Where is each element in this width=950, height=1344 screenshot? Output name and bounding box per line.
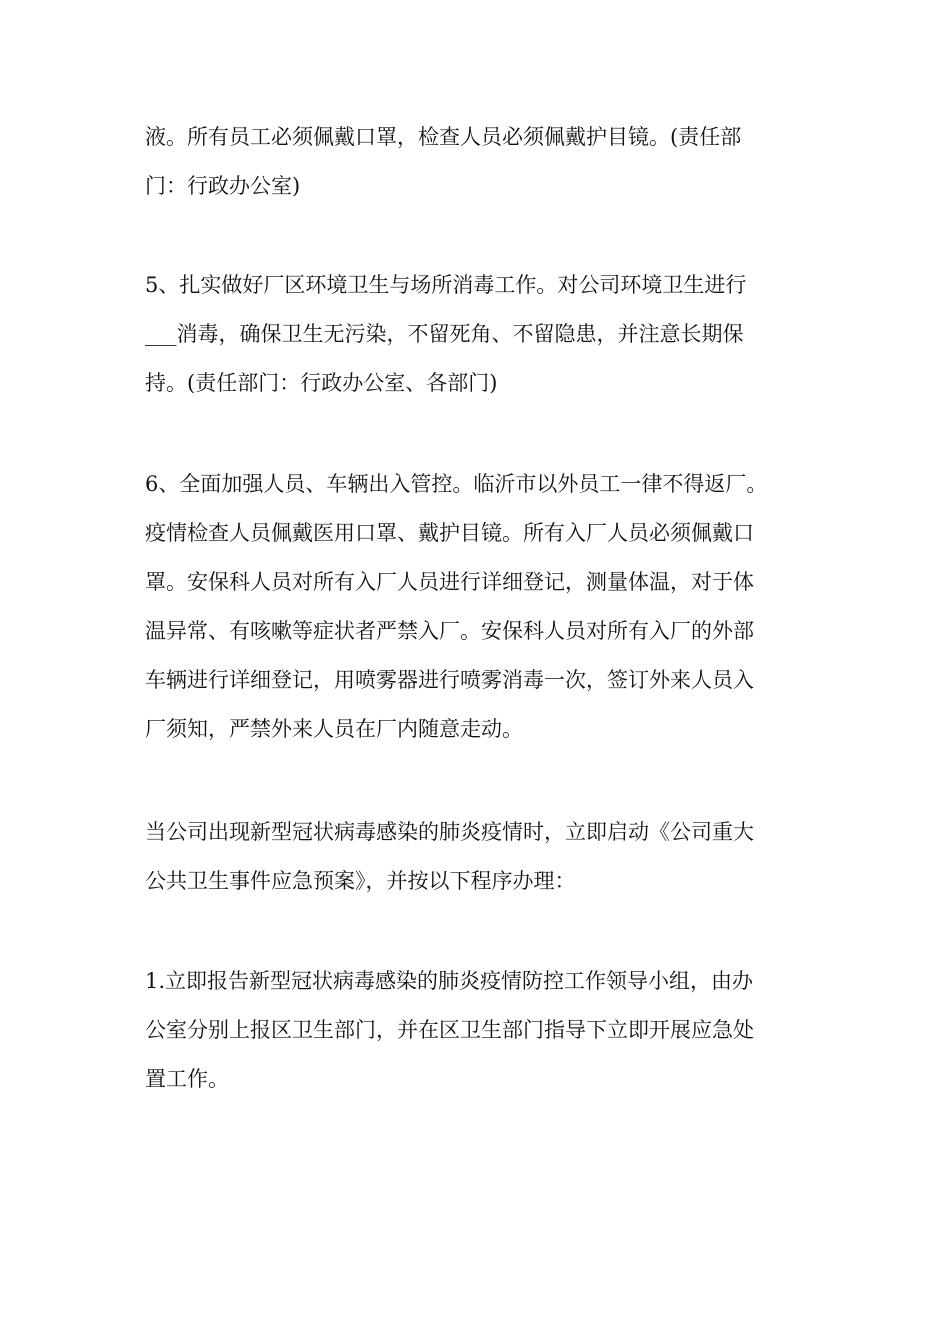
paragraph-line: 液。所有员工必须佩戴口罩，检查人员必须佩戴护目镜。(责任部	[145, 125, 742, 149]
paragraph-line: 车辆进行详细登记，用喷雾器进行喷雾消毒一次，签订外来人员入	[145, 668, 754, 692]
paragraph-1	[145, 113, 805, 211]
paragraph-line: 门：行政办公室)	[145, 174, 301, 198]
paragraph-line: 置工作。	[145, 1067, 229, 1091]
paragraph-emergency-intro	[145, 808, 805, 906]
paragraph-line: 持。(责任部门：行政办公室、各部门)	[145, 371, 498, 395]
paragraph-line: 疫情检查人员佩戴医用口罩、戴护目镜。所有入厂人员必须佩戴口	[145, 521, 754, 545]
paragraph-line: 厂须知，严禁外来人员在厂内随意走动。	[145, 717, 523, 741]
paragraph-line: 温异常、有咳嗽等症状者严禁入厂。安保科人员对所有入厂的外部	[145, 619, 754, 643]
paragraph-item-5	[145, 261, 805, 408]
paragraph-line: 6、全面加强人员、车辆出入管控。临沂市以外员工一律不得返厂。	[145, 472, 768, 496]
paragraph-line: 5、扎实做好厂区环境卫生与场所消毒工作。对公司环境卫生进行	[145, 273, 747, 297]
paragraph-procedure-1	[145, 957, 805, 1104]
paragraph-line: 当公司出现新型冠状病毒感染的肺炎疫情时，立即启动《公司重大	[145, 820, 754, 844]
paragraph-line: 罩。安保科人员对所有入厂人员进行详细登记，测量体温，对于体	[145, 570, 754, 594]
paragraph-line: 1.立即报告新型冠状病毒感染的肺炎疫情防控工作领导小组，由办	[145, 969, 754, 993]
paragraph-item-6	[145, 460, 805, 754]
paragraph-line: ___消毒，确保卫生无污染，不留死角、不留隐患，并注意长期保	[145, 322, 744, 346]
paragraph-line: 公共卫生事件应急预案》，并按以下程序办理：	[145, 869, 576, 893]
paragraph-line: 公室分别上报区卫生部门，并在区卫生部门指导下立即开展应急处	[145, 1018, 754, 1042]
